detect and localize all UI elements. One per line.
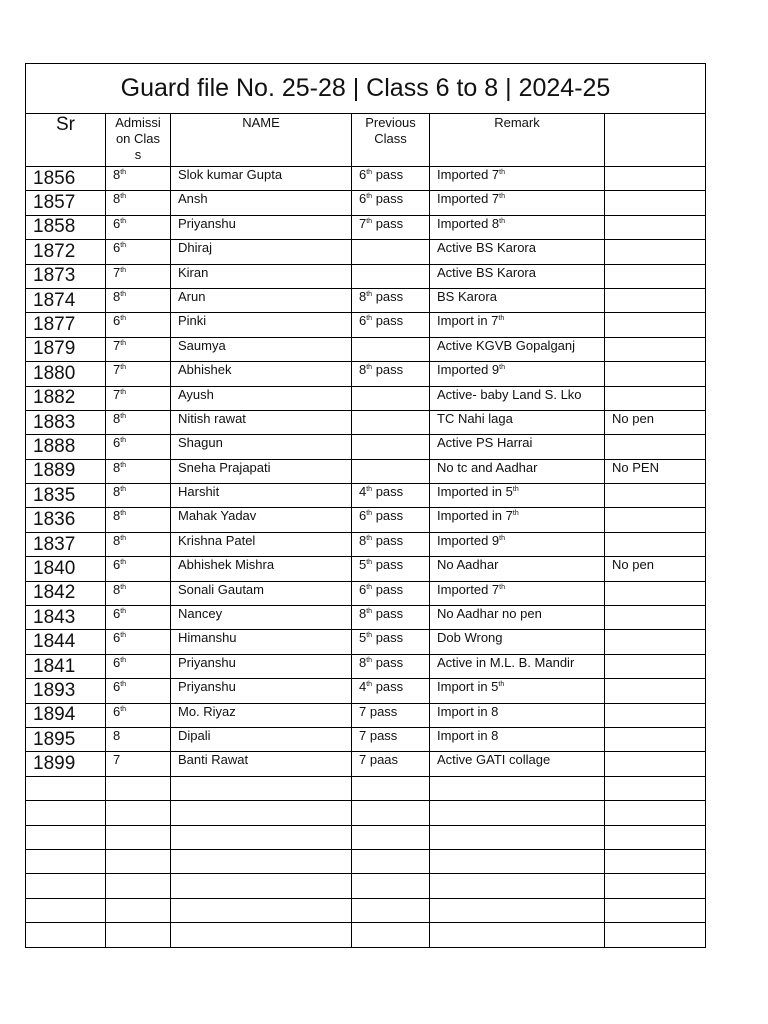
cell-admission-class: 6th — [106, 215, 171, 239]
header-extra — [605, 114, 706, 167]
cell-sr: 1883 — [26, 410, 106, 434]
cell-extra — [605, 362, 706, 386]
cell-name — [171, 776, 352, 800]
cell-sr: 1856 — [26, 167, 106, 191]
header-admission-class — [106, 114, 171, 167]
table-row — [26, 630, 706, 654]
cell-admission-class — [106, 825, 171, 849]
cell-sr: 1893 — [26, 679, 106, 703]
cell-extra — [605, 849, 706, 873]
cell-admission-class: 6th — [106, 557, 171, 581]
cell-sr — [26, 776, 106, 800]
cell-admission-class — [106, 898, 171, 922]
cell-extra — [605, 825, 706, 849]
cell-sr: 1840 — [26, 557, 106, 581]
cell-remark: Imported in 5th — [430, 484, 605, 508]
cell-sr: 1835 — [26, 484, 106, 508]
cell-name: Ansh — [171, 191, 352, 215]
cell-remark: Imported in 7th — [430, 508, 605, 532]
cell-previous-class — [352, 874, 430, 898]
cell-extra — [605, 654, 706, 678]
cell-previous-class — [352, 801, 430, 825]
cell-extra — [605, 215, 706, 239]
cell-remark: Active BS Karora — [430, 264, 605, 288]
cell-extra — [605, 679, 706, 703]
cell-previous-class: 8th pass — [352, 654, 430, 678]
table-row — [26, 288, 706, 312]
cell-admission-class: 6th — [106, 240, 171, 264]
cell-remark: No Aadhar no pen — [430, 606, 605, 630]
cell-previous-class — [352, 849, 430, 873]
cell-sr: 1888 — [26, 435, 106, 459]
cell-extra — [605, 630, 706, 654]
cell-sr: 1872 — [26, 240, 106, 264]
cell-name: Priyanshu — [171, 654, 352, 678]
cell-extra — [605, 435, 706, 459]
cell-previous-class: 4th pass — [352, 679, 430, 703]
table-row — [26, 898, 706, 922]
cell-sr: 1873 — [26, 264, 106, 288]
table-row — [26, 679, 706, 703]
cell-remark: Active KGVB Gopalganj — [430, 337, 605, 361]
cell-remark: Active BS Karora — [430, 240, 605, 264]
cell-sr: 1895 — [26, 727, 106, 751]
cell-previous-class: 6th pass — [352, 581, 430, 605]
cell-admission-class: 7th — [106, 264, 171, 288]
cell-extra — [605, 776, 706, 800]
cell-remark: Imported 7th — [430, 581, 605, 605]
cell-admission-class: 8th — [106, 508, 171, 532]
cell-previous-class: 8th pass — [352, 532, 430, 556]
cell-sr: 1880 — [26, 362, 106, 386]
cell-remark: Imported 9th — [430, 532, 605, 556]
cell-extra — [605, 923, 706, 947]
header-previous-class — [352, 114, 430, 167]
table-row — [26, 410, 706, 434]
cell-admission-class — [106, 776, 171, 800]
cell-admission-class: 6th — [106, 313, 171, 337]
cell-remark: Import in 7th — [430, 313, 605, 337]
cell-extra: No pen — [605, 410, 706, 434]
cell-sr — [26, 923, 106, 947]
cell-previous-class: 6th pass — [352, 313, 430, 337]
table-row — [26, 435, 706, 459]
cell-admission-class: 6th — [106, 654, 171, 678]
cell-previous-class — [352, 923, 430, 947]
table-row — [26, 557, 706, 581]
cell-admission-class — [106, 874, 171, 898]
cell-extra — [605, 606, 706, 630]
cell-extra — [605, 386, 706, 410]
cell-previous-class: 7 paas — [352, 752, 430, 776]
cell-remark: TC Nahi laga — [430, 410, 605, 434]
cell-admission-class: 6th — [106, 630, 171, 654]
cell-name: Banti Rawat — [171, 752, 352, 776]
cell-sr: 1899 — [26, 752, 106, 776]
cell-name — [171, 801, 352, 825]
cell-previous-class — [352, 386, 430, 410]
cell-admission-class: 7th — [106, 337, 171, 361]
cell-previous-class: 8th pass — [352, 288, 430, 312]
cell-name: Krishna Patel — [171, 532, 352, 556]
cell-sr: 1844 — [26, 630, 106, 654]
cell-name: Harshit — [171, 484, 352, 508]
cell-sr: 1858 — [26, 215, 106, 239]
cell-remark — [430, 898, 605, 922]
cell-admission-class: 6th — [106, 435, 171, 459]
cell-sr: 1842 — [26, 581, 106, 605]
cell-name: Dipali — [171, 727, 352, 751]
cell-extra — [605, 752, 706, 776]
cell-remark: Import in 8 — [430, 703, 605, 727]
cell-previous-class — [352, 898, 430, 922]
table-body — [26, 167, 706, 948]
table-row — [26, 167, 706, 191]
cell-admission-class: 8 — [106, 727, 171, 751]
cell-name: Sonali Gautam — [171, 581, 352, 605]
cell-extra — [605, 484, 706, 508]
cell-extra — [605, 167, 706, 191]
document-title — [26, 64, 706, 114]
cell-previous-class: 5th pass — [352, 630, 430, 654]
table-row — [26, 191, 706, 215]
cell-sr: 1836 — [26, 508, 106, 532]
cell-name: Priyanshu — [171, 215, 352, 239]
cell-sr: 1877 — [26, 313, 106, 337]
cell-previous-class: 4th pass — [352, 484, 430, 508]
cell-name: Mo. Riyaz — [171, 703, 352, 727]
cell-admission-class: 8th — [106, 484, 171, 508]
table-row — [26, 459, 706, 483]
cell-previous-class — [352, 435, 430, 459]
cell-admission-class: 8th — [106, 581, 171, 605]
cell-sr: 1882 — [26, 386, 106, 410]
cell-name: Dhiraj — [171, 240, 352, 264]
cell-name: Slok kumar Gupta — [171, 167, 352, 191]
cell-remark — [430, 825, 605, 849]
header-sr: Sr — [26, 114, 106, 167]
cell-extra — [605, 898, 706, 922]
table-row — [26, 362, 706, 386]
cell-remark — [430, 923, 605, 947]
cell-sr — [26, 898, 106, 922]
cell-sr: 1894 — [26, 703, 106, 727]
cell-previous-class — [352, 240, 430, 264]
cell-name — [171, 874, 352, 898]
cell-name — [171, 898, 352, 922]
header-previous-class-text: Previous Class — [365, 115, 416, 146]
cell-previous-class — [352, 264, 430, 288]
table-row — [26, 801, 706, 825]
cell-admission-class: 8th — [106, 459, 171, 483]
table-row — [26, 581, 706, 605]
document-title-text: Guard file No. 25-28 | Class 6 to 8 | 2024-25 — [120, 74, 611, 102]
cell-remark: No Aadhar — [430, 557, 605, 581]
cell-remark: Imported 8th — [430, 215, 605, 239]
table-row — [26, 508, 706, 532]
table-row — [26, 849, 706, 873]
cell-name — [171, 923, 352, 947]
cell-name: Himanshu — [171, 630, 352, 654]
header-admission-class-text: Admission Class — [115, 115, 161, 162]
header-remark: Remark — [430, 114, 605, 167]
cell-admission-class: 6th — [106, 606, 171, 630]
cell-name: Abhishek Mishra — [171, 557, 352, 581]
cell-extra — [605, 508, 706, 532]
cell-name: Saumya — [171, 337, 352, 361]
cell-extra — [605, 874, 706, 898]
cell-sr: 1889 — [26, 459, 106, 483]
cell-sr — [26, 825, 106, 849]
cell-name: Kiran — [171, 264, 352, 288]
cell-extra: No PEN — [605, 459, 706, 483]
cell-admission-class: 6th — [106, 679, 171, 703]
table-row — [26, 484, 706, 508]
cell-remark: Import in 5th — [430, 679, 605, 703]
table-row — [26, 825, 706, 849]
cell-name — [171, 825, 352, 849]
cell-remark: Import in 8 — [430, 727, 605, 751]
cell-remark: Imported 7th — [430, 191, 605, 215]
table-row — [26, 313, 706, 337]
cell-name: Priyanshu — [171, 679, 352, 703]
cell-name: Nancey — [171, 606, 352, 630]
cell-previous-class: 6th pass — [352, 191, 430, 215]
cell-sr — [26, 849, 106, 873]
cell-admission-class: 8th — [106, 532, 171, 556]
cell-name — [171, 849, 352, 873]
cell-remark: No tc and Aadhar — [430, 459, 605, 483]
cell-extra — [605, 532, 706, 556]
cell-extra — [605, 288, 706, 312]
cell-remark: Active in M.L. B. Mandir — [430, 654, 605, 678]
cell-name: Arun — [171, 288, 352, 312]
cell-remark: Imported 7th — [430, 167, 605, 191]
table-row — [26, 606, 706, 630]
cell-admission-class: 7 — [106, 752, 171, 776]
cell-remark: BS Karora — [430, 288, 605, 312]
cell-extra — [605, 191, 706, 215]
cell-admission-class — [106, 801, 171, 825]
cell-extra — [605, 581, 706, 605]
cell-sr: 1857 — [26, 191, 106, 215]
cell-sr: 1837 — [26, 532, 106, 556]
cell-previous-class: 6th pass — [352, 508, 430, 532]
cell-remark — [430, 874, 605, 898]
cell-previous-class: 7 pass — [352, 703, 430, 727]
cell-name: Ayush — [171, 386, 352, 410]
table-row — [26, 727, 706, 751]
cell-sr — [26, 874, 106, 898]
cell-remark: Active PS Harrai — [430, 435, 605, 459]
table-row — [26, 386, 706, 410]
cell-sr: 1843 — [26, 606, 106, 630]
header-row — [26, 114, 706, 167]
cell-remark: Dob Wrong — [430, 630, 605, 654]
cell-name: Nitish rawat — [171, 410, 352, 434]
table-row — [26, 703, 706, 727]
cell-previous-class: 6th pass — [352, 167, 430, 191]
cell-admission-class: 6th — [106, 703, 171, 727]
cell-sr — [26, 801, 106, 825]
cell-previous-class: 5th pass — [352, 557, 430, 581]
cell-admission-class — [106, 923, 171, 947]
cell-previous-class: 8th pass — [352, 362, 430, 386]
table-row — [26, 874, 706, 898]
cell-name: Mahak Yadav — [171, 508, 352, 532]
cell-previous-class — [352, 337, 430, 361]
cell-extra — [605, 337, 706, 361]
cell-admission-class: 7th — [106, 362, 171, 386]
cell-admission-class: 8th — [106, 410, 171, 434]
cell-previous-class: 7th pass — [352, 215, 430, 239]
cell-name: Shagun — [171, 435, 352, 459]
cell-name: Abhishek — [171, 362, 352, 386]
cell-previous-class — [352, 459, 430, 483]
cell-admission-class: 8th — [106, 288, 171, 312]
cell-remark: Active GATI collage — [430, 752, 605, 776]
cell-extra — [605, 801, 706, 825]
header-name: NAME — [171, 114, 352, 167]
table-row — [26, 923, 706, 947]
table-row — [26, 776, 706, 800]
cell-previous-class: 8th pass — [352, 606, 430, 630]
table-row — [26, 532, 706, 556]
cell-sr: 1841 — [26, 654, 106, 678]
cell-admission-class — [106, 849, 171, 873]
cell-name: Pinki — [171, 313, 352, 337]
guard-file-table — [25, 63, 706, 948]
table-row — [26, 654, 706, 678]
cell-extra — [605, 727, 706, 751]
cell-remark — [430, 801, 605, 825]
cell-sr: 1879 — [26, 337, 106, 361]
table-row — [26, 240, 706, 264]
cell-extra — [605, 264, 706, 288]
cell-extra — [605, 703, 706, 727]
table-row — [26, 752, 706, 776]
cell-remark — [430, 849, 605, 873]
cell-remark: Imported 9th — [430, 362, 605, 386]
cell-previous-class — [352, 825, 430, 849]
cell-admission-class: 8th — [106, 191, 171, 215]
cell-extra — [605, 240, 706, 264]
cell-previous-class: 7 pass — [352, 727, 430, 751]
table-row — [26, 337, 706, 361]
cell-previous-class — [352, 776, 430, 800]
cell-remark — [430, 776, 605, 800]
cell-name: Sneha Prajapati — [171, 459, 352, 483]
cell-extra — [605, 313, 706, 337]
table-row — [26, 264, 706, 288]
cell-extra: No pen — [605, 557, 706, 581]
table-row — [26, 215, 706, 239]
cell-previous-class — [352, 410, 430, 434]
cell-remark: Active- baby Land S. Lko — [430, 386, 605, 410]
cell-sr: 1874 — [26, 288, 106, 312]
cell-admission-class: 7th — [106, 386, 171, 410]
cell-admission-class: 8th — [106, 167, 171, 191]
